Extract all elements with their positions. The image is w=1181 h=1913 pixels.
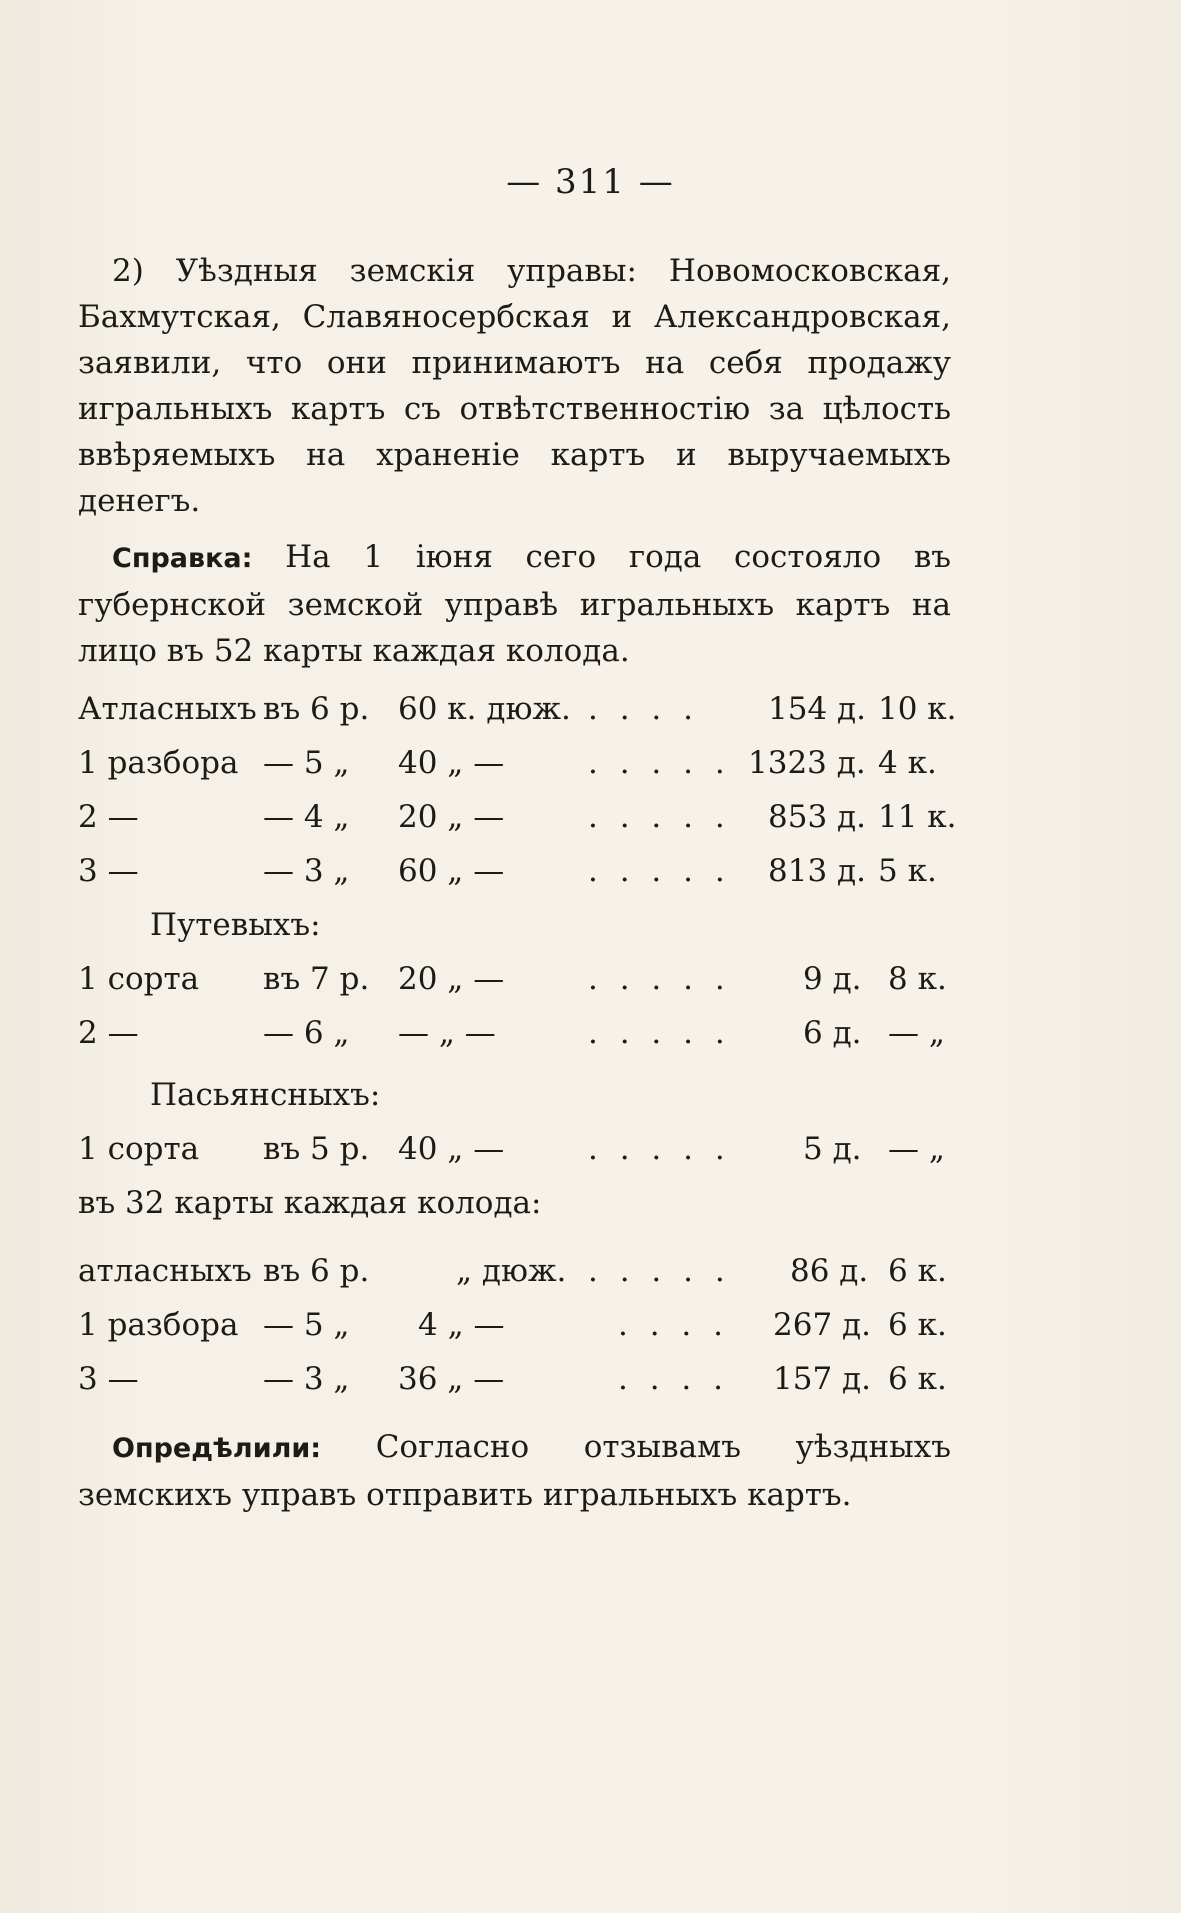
item-qty: 154 д. xyxy=(768,691,866,727)
table-row xyxy=(78,1248,951,1302)
leader-dots: . . . . . xyxy=(588,799,731,835)
item-price-kop: 60 „ — xyxy=(398,853,505,889)
table-atlas-52 xyxy=(78,686,957,902)
item-price-rub: — 5 „ xyxy=(263,745,350,781)
item-rest: 4 к. xyxy=(878,745,937,781)
item-price-rub: — 6 „ xyxy=(263,1015,350,1051)
item-name: 2 — xyxy=(78,1015,139,1051)
item-name: 1 разбора xyxy=(78,1307,239,1343)
item-name: 3 — xyxy=(78,1361,139,1397)
opredelili-label: Опредѣлили: xyxy=(112,1433,322,1464)
leader-dots: . . . . . xyxy=(588,853,731,889)
item-price-rub: — 5 „ xyxy=(263,1307,350,1343)
line-32-cards xyxy=(78,1180,951,1234)
table-row xyxy=(78,1302,951,1356)
pasyans-label: Пасьянсныхъ: xyxy=(150,1077,381,1113)
item-name: 3 — xyxy=(78,853,139,889)
leader-dots: . . . . . xyxy=(588,745,731,781)
leader-dots: . . . . . xyxy=(588,1253,731,1289)
leader-dots: . . . . xyxy=(588,691,699,727)
item-name: Атласныхъ xyxy=(78,691,257,727)
item-price-kop: 36 „ — xyxy=(398,1361,505,1397)
item-price-kop: 20 „ — xyxy=(398,961,505,997)
item-price-kop: „ дюж. xyxy=(456,1253,567,1289)
item-qty: 6 д. xyxy=(803,1015,862,1051)
opredelili-text: Согласно отзывамъ уѣздныхъ земскихъ управъ отправить игральныхъ картъ. xyxy=(78,1429,951,1513)
item-rest: 11 к. xyxy=(878,799,957,835)
item-price-kop: 4 „ — xyxy=(418,1307,505,1343)
table-pasyans xyxy=(78,1126,951,1180)
leader-dots: . . . . xyxy=(618,1307,729,1343)
item-rest: 8 к. xyxy=(888,961,947,997)
paragraph-opredelili xyxy=(78,1424,951,1518)
table-row xyxy=(78,848,951,902)
item-rest: 6 к. xyxy=(888,1361,947,1397)
leader-dots: . . . . . xyxy=(588,1131,731,1167)
table-row xyxy=(78,1356,951,1410)
paragraph-spravka xyxy=(78,534,951,674)
leader-dots: . . . . . xyxy=(588,1015,731,1051)
item-qty: 157 д. xyxy=(773,1361,871,1397)
item-price-kop: 40 „ — xyxy=(398,1131,505,1167)
item-rest: — „ xyxy=(888,1131,945,1167)
item-rest: — „ xyxy=(888,1015,945,1051)
table-atlas-32 xyxy=(78,1248,951,1410)
table-row xyxy=(78,686,957,740)
table-row xyxy=(78,1010,951,1064)
table-row xyxy=(78,794,957,848)
item-price-rub: — 4 „ xyxy=(263,799,350,835)
item-qty: 86 д. xyxy=(790,1253,869,1289)
table-putevykh xyxy=(78,956,951,1064)
table-row xyxy=(78,956,951,1010)
item-rest: 6 к. xyxy=(888,1253,947,1289)
spravka-text: На 1 іюня сего года состояло въ губернской земской управѣ игральныхъ картъ на лицо въ 52 карты каждая колода. xyxy=(78,539,951,669)
item-price-kop: 20 „ — xyxy=(398,799,505,835)
section-heading-putevykh xyxy=(78,902,951,956)
page-number: — 311 — xyxy=(506,162,675,202)
item-price-rub: въ 6 р. xyxy=(263,1253,370,1289)
putevykh-label: Путевыхъ: xyxy=(150,907,321,943)
item-qty: 1323 д. xyxy=(748,745,866,781)
item-price-rub: въ 5 р. xyxy=(263,1131,370,1167)
item-price-rub: въ 6 р. xyxy=(263,691,370,727)
item-price-rub: въ 7 р. xyxy=(263,961,370,997)
item-price-kop: — „ — xyxy=(398,1015,496,1051)
item-price-rub: — 3 „ xyxy=(263,853,350,889)
item-price-kop: 40 „ — xyxy=(398,745,505,781)
leader-dots: . . . . xyxy=(618,1361,729,1397)
item-qty: 9 д. xyxy=(803,961,862,997)
item-rest: 6 к. xyxy=(888,1307,947,1343)
item-name: атласныхъ xyxy=(78,1253,252,1289)
item-rest: 5 к. xyxy=(878,853,937,889)
leader-dots: . . . . . xyxy=(588,961,731,997)
item-price-kop: 60 к. дюж. xyxy=(398,691,571,727)
item-rest: 10 к. xyxy=(878,691,957,727)
line-32-text: въ 32 карты каждая колода: xyxy=(78,1185,542,1221)
item-name: 1 разбора xyxy=(78,745,239,781)
item-price-rub: — 3 „ xyxy=(263,1361,350,1397)
paragraph-uezd-upravy: 2) Уѣздныя земскія управы: Новомосковская, Бахмутская, Славяносербская и Александровская, заявили, что они принимаютъ на себя продажу игральныхъ картъ съ отвѣтственностію за цѣлость ввѣряемыхъ на храненіе картъ и выручаемыхъ денегъ. xyxy=(78,253,951,519)
section-heading-pasyans xyxy=(78,1072,951,1126)
item-name: 1 сорта xyxy=(78,1131,200,1167)
item-name: 1 сорта xyxy=(78,961,200,997)
table-row xyxy=(78,1126,951,1180)
item-qty: 853 д. xyxy=(768,799,866,835)
item-name: 2 — xyxy=(78,799,139,835)
body-text xyxy=(78,248,957,1518)
item-qty: 813 д. xyxy=(768,853,866,889)
item-qty: 5 д. xyxy=(803,1131,862,1167)
item-qty: 267 д. xyxy=(773,1307,871,1343)
table-row xyxy=(78,740,951,794)
spravka-label: Справка: xyxy=(112,543,253,574)
